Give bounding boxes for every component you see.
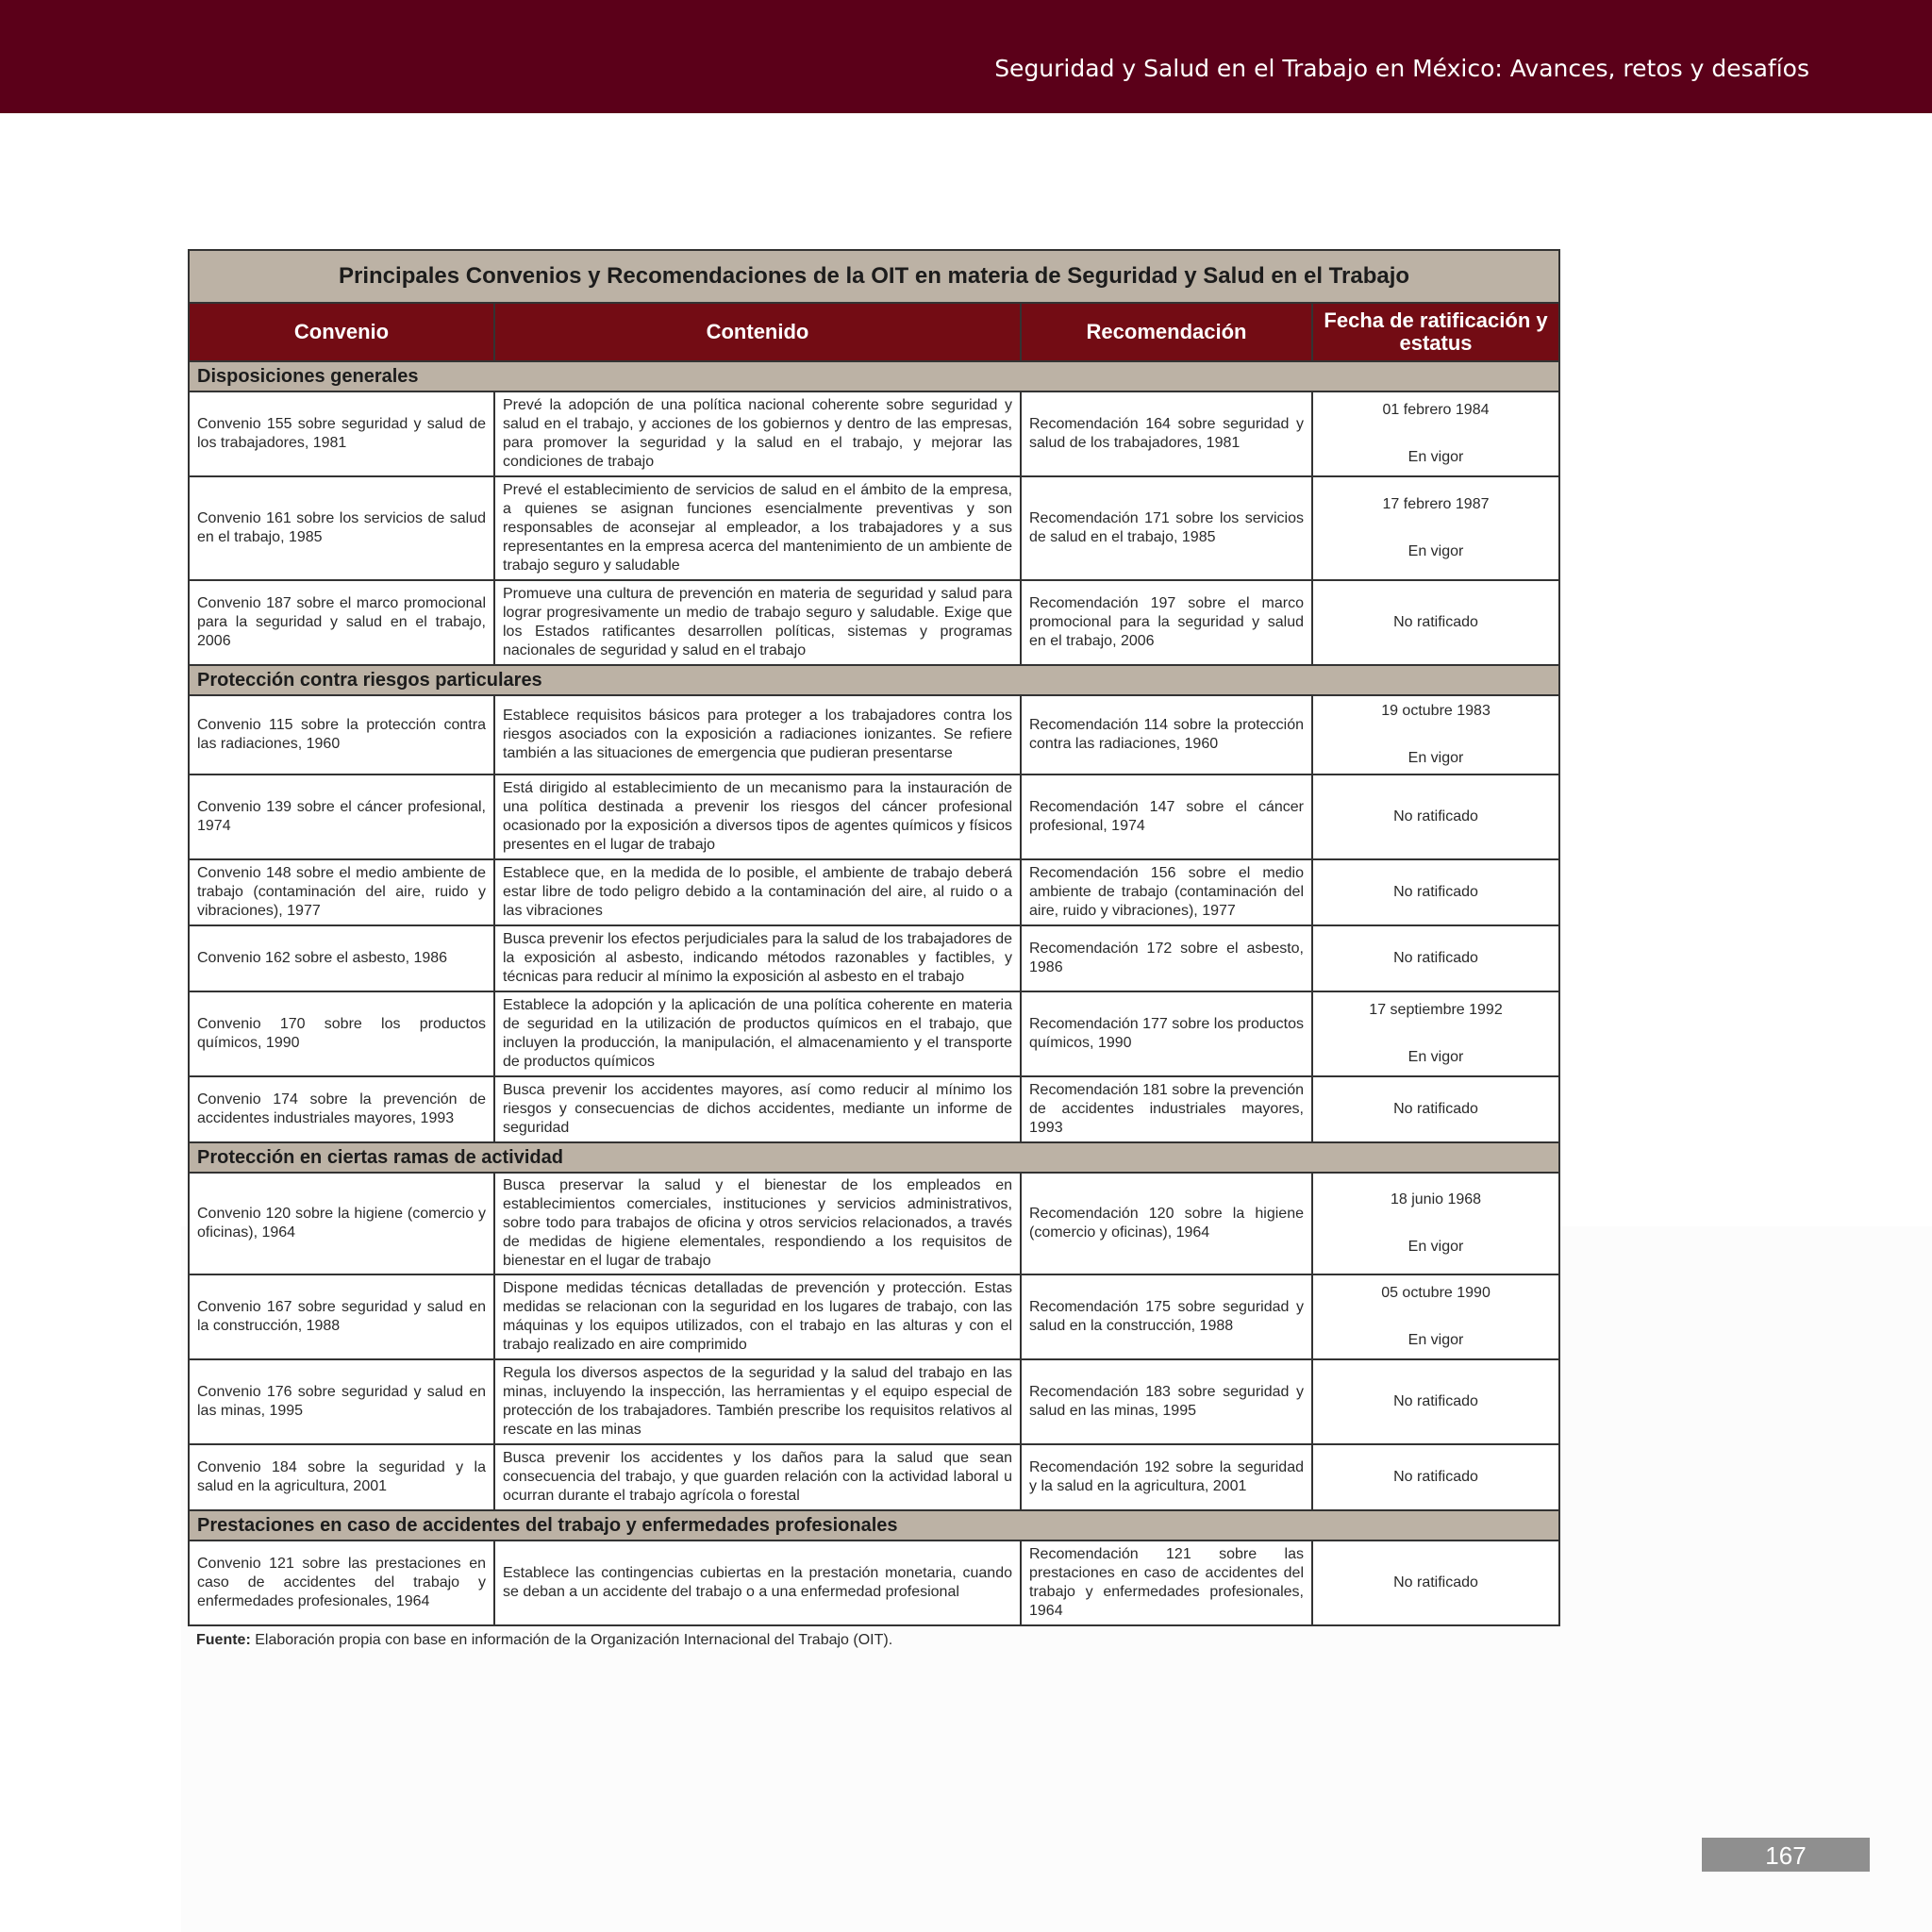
section-title: Disposiciones generales	[189, 361, 1559, 391]
table-row	[189, 1541, 1559, 1625]
ratification-date: 01 febrero 1984	[1382, 402, 1490, 418]
section-row	[189, 361, 1559, 391]
status-label: En vigor	[1407, 750, 1464, 766]
status-label: No ratificado	[1393, 1469, 1478, 1485]
status-label: No ratificado	[1393, 1393, 1478, 1409]
conventions-table	[188, 249, 1560, 1626]
cell-convenio: Convenio 167 sobre seguridad y salud en la construcción, 1988	[189, 1274, 494, 1359]
cell-contenido: Establece requisitos básicos para proteger a los trabajadores contra los riesgos asociados con la exposición a radiaciones ionizantes. Se refiere también a las situaciones de emergencia que pudieran presentarse	[494, 695, 1021, 774]
cell-recomendacion: Recomendación 147 sobre el cáncer profesional, 1974	[1021, 774, 1312, 859]
status-label: No ratificado	[1393, 950, 1478, 966]
cell-status	[1312, 391, 1559, 476]
cell-recomendacion: Recomendación 177 sobre los productos químicos, 1990	[1021, 991, 1312, 1076]
cell-contenido: Busca prevenir los accidentes y los daños para la salud que sean consecuencia del trabajo, y que guarden relación con la actividad laboral u ocurran durante el trabajo agrícola o forestal	[494, 1444, 1021, 1510]
cell-recomendacion: Recomendación 181 sobre la prevención de accidentes industriales mayores, 1993	[1021, 1076, 1312, 1142]
table-row	[189, 695, 1559, 774]
ratification-date: 18 junio 1968	[1390, 1191, 1482, 1208]
section-row	[189, 665, 1559, 695]
cell-recomendacion: Recomendación 192 sobre la seguridad y la salud en la agricultura, 2001	[1021, 1444, 1312, 1510]
source-label: Fuente:	[196, 1632, 251, 1648]
cell-status	[1312, 1359, 1559, 1444]
cell-status	[1312, 1444, 1559, 1510]
cell-contenido: Prevé el establecimiento de servicios de salud en el ámbito de la empresa, a quienes se asignan funciones esencialmente preventivas y son responsables de aconsejar al empleador, a los trabajadores y a sus representantes en la empresa acerca del mantenimiento de un ambiente de trabajo seguro y saludable	[494, 476, 1021, 580]
cell-contenido: Regula los diversos aspectos de la seguridad y la salud del trabajo en las minas, incluyendo la inspección, las herramientas y el equipo especial de protección de los trabajadores. También prescribe los requisitos relativos al rescate en las minas	[494, 1359, 1021, 1444]
cell-contenido: Busca prevenir los efectos perjudiciales para la salud de los trabajadores de la exposición al asbesto, indicando métodos razonables y factibles, y técnicas para reducir al mínimo la exposición al asbesto en el trabajo	[494, 925, 1021, 991]
status-label: No ratificado	[1393, 884, 1478, 900]
cell-convenio: Convenio 155 sobre seguridad y salud de los trabajadores, 1981	[189, 391, 494, 476]
cell-convenio: Convenio 121 sobre las prestaciones en caso de accidentes del trabajo y enfermedades profesionales, 1964	[189, 1541, 494, 1625]
status-label: En vigor	[1407, 1049, 1464, 1065]
page-number: 167	[1702, 1838, 1870, 1872]
table-row	[189, 774, 1559, 859]
cell-status	[1312, 1076, 1559, 1142]
table-row	[189, 580, 1559, 665]
cell-contenido: Prevé la adopción de una política nacional coherente sobre seguridad y salud en el trabajo, y acciones de los gobiernos y dentro de las empresas, para promover la seguridad y la salud en el trabajo, y mejorar las condiciones de trabajo	[494, 391, 1021, 476]
cell-status	[1312, 695, 1559, 774]
cell-status	[1312, 1274, 1559, 1359]
cell-status	[1312, 1173, 1559, 1274]
cell-status	[1312, 1541, 1559, 1625]
cell-convenio: Convenio 184 sobre la seguridad y la salud en la agricultura, 2001	[189, 1444, 494, 1510]
source-text: Elaboración propia con base en información de la Organización Internacional del Trabajo (OIT).	[250, 1632, 893, 1648]
cell-contenido: Establece la adopción y la aplicación de una política coherente en materia de seguridad en la utilización de productos químicos en el trabajo, que incluyen la producción, la manipulación, el almacenamiento y el transporte de productos químicos	[494, 991, 1021, 1076]
table-row	[189, 1359, 1559, 1444]
section-row	[189, 1142, 1559, 1173]
conventions-table-container	[188, 249, 1558, 1649]
status-label: En vigor	[1407, 543, 1464, 559]
table-row	[189, 391, 1559, 476]
cell-convenio: Convenio 174 sobre la prevención de accidentes industriales mayores, 1993	[189, 1076, 494, 1142]
cell-recomendacion: Recomendación 172 sobre el asbesto, 1986	[1021, 925, 1312, 991]
status-label: No ratificado	[1393, 1101, 1478, 1117]
cell-convenio: Convenio 176 sobre seguridad y salud en las minas, 1995	[189, 1359, 494, 1444]
source-note	[188, 1632, 1558, 1649]
table-row	[189, 1274, 1559, 1359]
cell-status	[1312, 925, 1559, 991]
cell-convenio: Convenio 187 sobre el marco promocional para la seguridad y salud en el trabajo, 2006	[189, 580, 494, 665]
table-row	[189, 1173, 1559, 1274]
section-title: Protección en ciertas ramas de actividad	[189, 1142, 1559, 1173]
table-row	[189, 1444, 1559, 1510]
cell-convenio: Convenio 162 sobre el asbesto, 1986	[189, 925, 494, 991]
status-label: No ratificado	[1393, 808, 1478, 824]
table-row	[189, 925, 1559, 991]
cell-status	[1312, 476, 1559, 580]
table-title-row	[189, 250, 1559, 303]
cell-convenio: Convenio 120 sobre la higiene (comercio y oficinas), 1964	[189, 1173, 494, 1274]
column-header-fecha: Fecha de ratificación y estatus	[1312, 303, 1559, 361]
cell-recomendacion: Recomendación 121 sobre las prestaciones en caso de accidentes del trabajo y enfermedades profesionales, 1964	[1021, 1541, 1312, 1625]
cell-recomendacion: Recomendación 156 sobre el medio ambiente de trabajo (contaminación del aire, ruido y vibraciones), 1977	[1021, 859, 1312, 925]
cell-contenido: Establece las contingencias cubiertas en la prestación monetaria, cuando se deban a un accidente del trabajo o a una enfermedad profesional	[494, 1541, 1021, 1625]
section-row	[189, 1510, 1559, 1541]
cell-convenio: Convenio 148 sobre el medio ambiente de trabajo (contaminación del aire, ruido y vibraciones), 1977	[189, 859, 494, 925]
column-header-recomendacion: Recomendación	[1021, 303, 1312, 361]
ratification-date: 19 octubre 1983	[1381, 703, 1491, 719]
cell-recomendacion: Recomendación 197 sobre el marco promocional para la seguridad y salud en el trabajo, 2006	[1021, 580, 1312, 665]
cell-status	[1312, 859, 1559, 925]
cell-recomendacion: Recomendación 164 sobre seguridad y salud de los trabajadores, 1981	[1021, 391, 1312, 476]
cell-contenido: Busca preservar la salud y el bienestar de los empleados en establecimientos comerciales, instituciones y servicios administrativos, sobre todo para trabajos de oficina y otros servicios relacionados, a través de medidas de higiene elementales, respondiendo a los requisitos de bienestar en el lugar de trabajo	[494, 1173, 1021, 1274]
cell-recomendacion: Recomendación 175 sobre seguridad y salud en la construcción, 1988	[1021, 1274, 1312, 1359]
table-row	[189, 859, 1559, 925]
cell-contenido: Promueve una cultura de prevención en materia de seguridad y salud para lograr progresivamente un medio de trabajo seguro y saludable. Exige que los Estados ratificantes desarrollen políticas, sistemas y programas nacionales de seguridad y salud en el trabajo	[494, 580, 1021, 665]
cell-contenido: Dispone medidas técnicas detalladas de prevención y protección. Estas medidas se relacionan con la seguridad en los lugares de trabajo, con las máquinas y los equipos utilizados, con el trabajo en las alturas y con el trabajo realizado en aire comprimido	[494, 1274, 1021, 1359]
cell-recomendacion: Recomendación 114 sobre la protección contra las radiaciones, 1960	[1021, 695, 1312, 774]
section-title: Prestaciones en caso de accidentes del trabajo y enfermedades profesionales	[189, 1510, 1559, 1541]
cell-contenido: Está dirigido al establecimiento de un mecanismo para la instauración de una política destinada a prevenir los riesgos del cáncer profesional ocasionado por la exposición a diversos tipos de agentes químicos y físicos presentes en el lugar de trabajo	[494, 774, 1021, 859]
publication-title: Seguridad y Salud en el Trabajo en México: Avances, retos y desafíos	[994, 55, 1809, 82]
status-label: No ratificado	[1393, 1574, 1478, 1591]
cell-status	[1312, 774, 1559, 859]
header-bar	[0, 0, 1932, 113]
cell-status	[1312, 991, 1559, 1076]
table-row	[189, 991, 1559, 1076]
status-label: En vigor	[1407, 1239, 1464, 1255]
column-header-row	[189, 303, 1559, 361]
cell-recomendacion: Recomendación 183 sobre seguridad y salud en las minas, 1995	[1021, 1359, 1312, 1444]
cell-convenio: Convenio 139 sobre el cáncer profesional, 1974	[189, 774, 494, 859]
table-title: Principales Convenios y Recomendaciones de la OIT en materia de Seguridad y Salud en el Trabajo	[189, 250, 1559, 303]
cell-recomendacion: Recomendación 120 sobre la higiene (comercio y oficinas), 1964	[1021, 1173, 1312, 1274]
cell-convenio: Convenio 115 sobre la protección contra las radiaciones, 1960	[189, 695, 494, 774]
ratification-date: 05 octubre 1990	[1381, 1285, 1491, 1301]
table-row	[189, 1076, 1559, 1142]
cell-convenio: Convenio 170 sobre los productos químicos, 1990	[189, 991, 494, 1076]
column-header-convenio: Convenio	[189, 303, 494, 361]
section-title: Protección contra riesgos particulares	[189, 665, 1559, 695]
ratification-date: 17 septiembre 1992	[1369, 1002, 1503, 1018]
cell-contenido: Busca prevenir los accidentes mayores, así como reducir al mínimo los riesgos y consecuencias de dichos accidentes, mediante un informe de seguridad	[494, 1076, 1021, 1142]
column-header-contenido: Contenido	[494, 303, 1021, 361]
cell-convenio: Convenio 161 sobre los servicios de salud en el trabajo, 1985	[189, 476, 494, 580]
table-body	[189, 361, 1559, 1625]
cell-status	[1312, 580, 1559, 665]
cell-recomendacion: Recomendación 171 sobre los servicios de salud en el trabajo, 1985	[1021, 476, 1312, 580]
status-label: En vigor	[1407, 449, 1464, 465]
cell-contenido: Establece que, en la medida de lo posible, el ambiente de trabajo deberá estar libre de todo peligro debido a la contaminación del aire, al ruido o a las vibraciones	[494, 859, 1021, 925]
table-row	[189, 476, 1559, 580]
ratification-date: 17 febrero 1987	[1382, 496, 1490, 512]
status-label: En vigor	[1407, 1332, 1464, 1348]
status-label: No ratificado	[1393, 614, 1478, 630]
